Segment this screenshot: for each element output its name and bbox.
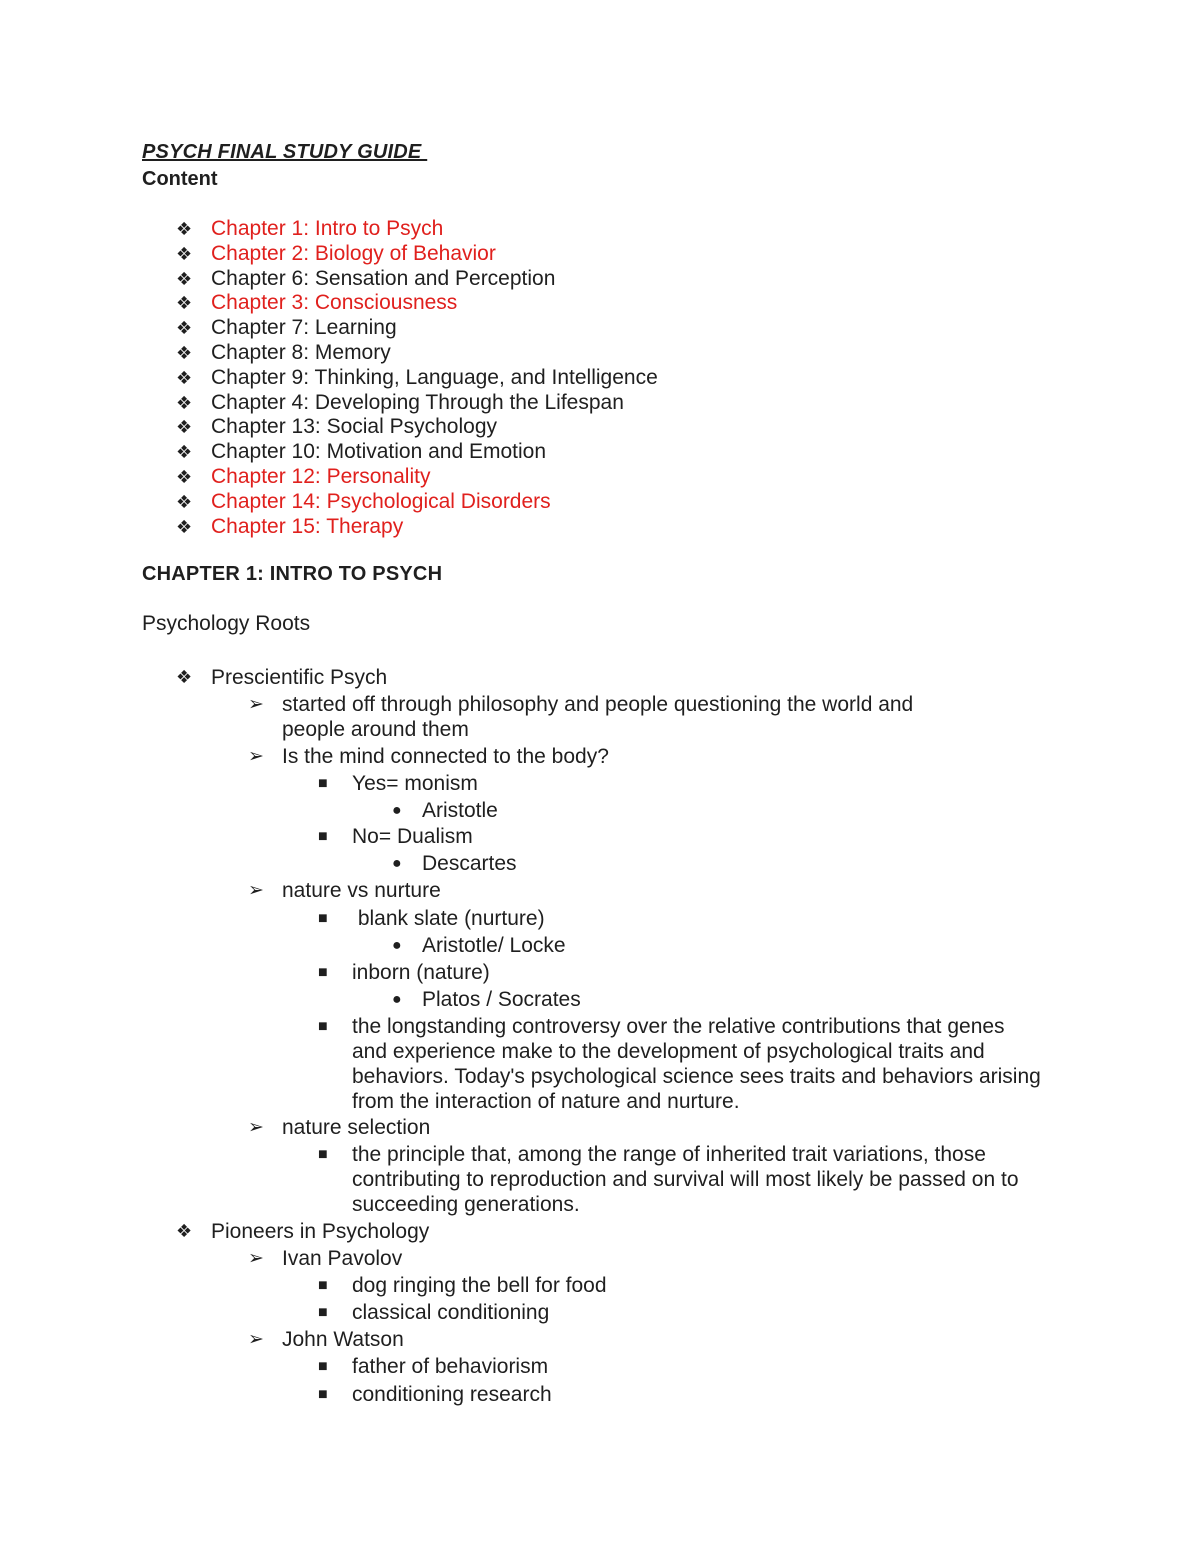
list-item: [248, 878, 441, 903]
toc-item: [176, 365, 658, 390]
list-item: [318, 824, 473, 849]
list-item-label: Prescientific Psych: [211, 666, 388, 689]
page-title: PSYCH FINAL STUDY GUIDE: [142, 141, 428, 163]
diamond-star-bullet-icon: ❖: [176, 269, 193, 289]
diamond-star-bullet-icon: ❖: [176, 318, 193, 338]
toc-item: [176, 216, 443, 241]
list-item: [392, 798, 498, 823]
list-item-label: Platos / Socrates: [422, 988, 581, 1011]
toc-item-label: Chapter 14: Psychological Disorders: [211, 490, 551, 513]
toc-item: [176, 514, 403, 539]
round-bullet-icon: ●: [392, 991, 402, 1008]
diamond-star-bullet-icon: ❖: [176, 442, 193, 462]
toc-item-label: Chapter 10: Motivation and Emotion: [211, 440, 547, 463]
toc-item: [176, 340, 391, 365]
section-title: Psychology Roots: [142, 612, 311, 635]
diamond-star-bullet-icon: ❖: [176, 393, 193, 413]
list-item-label: the longstanding controversy over the relative contributions that genes and experience make to the development of psychological traits and behaviors. Today's psychological science sees traits and behaviors arising from the interaction of nature and nurture.: [352, 1015, 1041, 1113]
list-item: [392, 851, 517, 876]
square-bullet-icon: ■: [318, 1277, 328, 1294]
list-item-label: father of behaviorism: [352, 1355, 549, 1378]
list-item: [392, 987, 581, 1012]
diamond-star-bullet-icon: ❖: [176, 667, 193, 687]
square-bullet-icon: ■: [318, 1146, 328, 1163]
list-item: [392, 933, 566, 958]
diamond-star-bullet-icon: ❖: [176, 343, 193, 363]
list-item-label: nature selection: [282, 1116, 431, 1139]
diamond-star-bullet-icon: ❖: [176, 219, 193, 239]
toc-item-label: Chapter 2: Biology of Behavior: [211, 242, 496, 265]
toc-item: [176, 241, 496, 266]
content-label: Content: [142, 168, 218, 190]
toc-item: [176, 464, 430, 489]
list-item: [176, 665, 388, 690]
list-item: [318, 1142, 1042, 1217]
square-bullet-icon: ■: [318, 964, 328, 981]
square-bullet-icon: ■: [318, 1018, 328, 1035]
square-bullet-icon: ■: [318, 1304, 328, 1321]
list-item-label: Yes= monism: [352, 772, 478, 795]
diamond-star-bullet-icon: ❖: [176, 1221, 193, 1241]
toc-item-label: Chapter 9: Thinking, Language, and Intelligence: [211, 366, 658, 389]
list-item: [318, 1273, 607, 1298]
arrowhead-bullet-icon: ➢: [248, 1329, 264, 1350]
round-bullet-icon: ●: [392, 855, 402, 872]
square-bullet-icon: ■: [318, 910, 328, 927]
toc-item: [176, 439, 546, 464]
toc-item-label: Chapter 12: Personality: [211, 465, 431, 488]
toc-item: [176, 489, 551, 514]
round-bullet-icon: ●: [392, 937, 402, 954]
list-item-label: conditioning research: [352, 1383, 552, 1406]
list-item-label: dog ringing the bell for food: [352, 1274, 607, 1297]
toc-item-label: Chapter 15: Therapy: [211, 515, 404, 538]
list-item-label: blank slate (nurture): [352, 907, 545, 930]
list-item: [318, 960, 490, 985]
diamond-star-bullet-icon: ❖: [176, 517, 193, 537]
toc-item-label: Chapter 4: Developing Through the Lifespan: [211, 391, 624, 414]
list-item-label: the principle that, among the range of inherited trait variations, those contributing to reproduction and survival will most likely be passed on to succeeding generations.: [352, 1143, 1019, 1216]
list-item: [318, 1354, 549, 1379]
list-item-label: No= Dualism: [352, 825, 473, 848]
toc-item: [176, 414, 497, 439]
list-item-label: classical conditioning: [352, 1301, 550, 1324]
arrowhead-bullet-icon: ➢: [248, 1248, 264, 1269]
list-item: [248, 1115, 431, 1140]
list-item: [318, 771, 478, 796]
diamond-star-bullet-icon: ❖: [176, 492, 193, 512]
square-bullet-icon: ■: [318, 1358, 328, 1375]
square-bullet-icon: ■: [318, 775, 328, 792]
diamond-star-bullet-icon: ❖: [176, 467, 193, 487]
diamond-star-bullet-icon: ❖: [176, 417, 193, 437]
list-item: [318, 1014, 1042, 1114]
list-item: [248, 1327, 404, 1352]
toc-item: [176, 290, 457, 315]
arrowhead-bullet-icon: ➢: [248, 694, 264, 715]
list-item: [318, 1382, 552, 1407]
list-item-label: Is the mind connected to the body?: [282, 745, 609, 768]
toc-item-label: Chapter 8: Memory: [211, 341, 391, 364]
square-bullet-icon: ■: [318, 828, 328, 845]
list-item-label: Ivan Pavolov: [282, 1247, 403, 1270]
square-bullet-icon: ■: [318, 1386, 328, 1403]
list-item-label: Aristotle/ Locke: [422, 934, 566, 957]
toc-item-label: Chapter 13: Social Psychology: [211, 415, 497, 438]
list-item: [248, 1246, 403, 1271]
toc-item: [176, 390, 624, 415]
list-item-label: Descartes: [422, 852, 517, 875]
list-item-label: inborn (nature): [352, 961, 490, 984]
round-bullet-icon: ●: [392, 802, 402, 819]
toc-item-label: Chapter 7: Learning: [211, 316, 397, 339]
toc-item: [176, 266, 555, 291]
toc-item-label: Chapter 6: Sensation and Perception: [211, 267, 556, 290]
toc-item-label: Chapter 1: Intro to Psych: [211, 217, 444, 240]
list-item-label: started off through philosophy and people questioning the world and people around them: [282, 693, 914, 741]
list-item: [176, 1219, 430, 1244]
toc-item-label: Chapter 3: Consciousness: [211, 291, 458, 314]
arrowhead-bullet-icon: ➢: [248, 1117, 264, 1138]
list-item: [248, 744, 609, 769]
diamond-star-bullet-icon: ❖: [176, 244, 193, 264]
list-item: [318, 906, 545, 931]
list-item-label: Aristotle: [422, 799, 498, 822]
arrowhead-bullet-icon: ➢: [248, 746, 264, 767]
diamond-star-bullet-icon: ❖: [176, 293, 193, 313]
list-item-label: nature vs nurture: [282, 879, 441, 902]
diamond-star-bullet-icon: ❖: [176, 368, 193, 388]
arrowhead-bullet-icon: ➢: [248, 880, 264, 901]
list-item-label: John Watson: [282, 1328, 404, 1351]
toc-item: [176, 315, 397, 340]
chapter-heading: CHAPTER 1: INTRO TO PSYCH: [142, 563, 443, 585]
list-item: [318, 1300, 550, 1325]
list-item-label: Pioneers in Psychology: [211, 1220, 430, 1243]
list-item: [248, 692, 972, 742]
